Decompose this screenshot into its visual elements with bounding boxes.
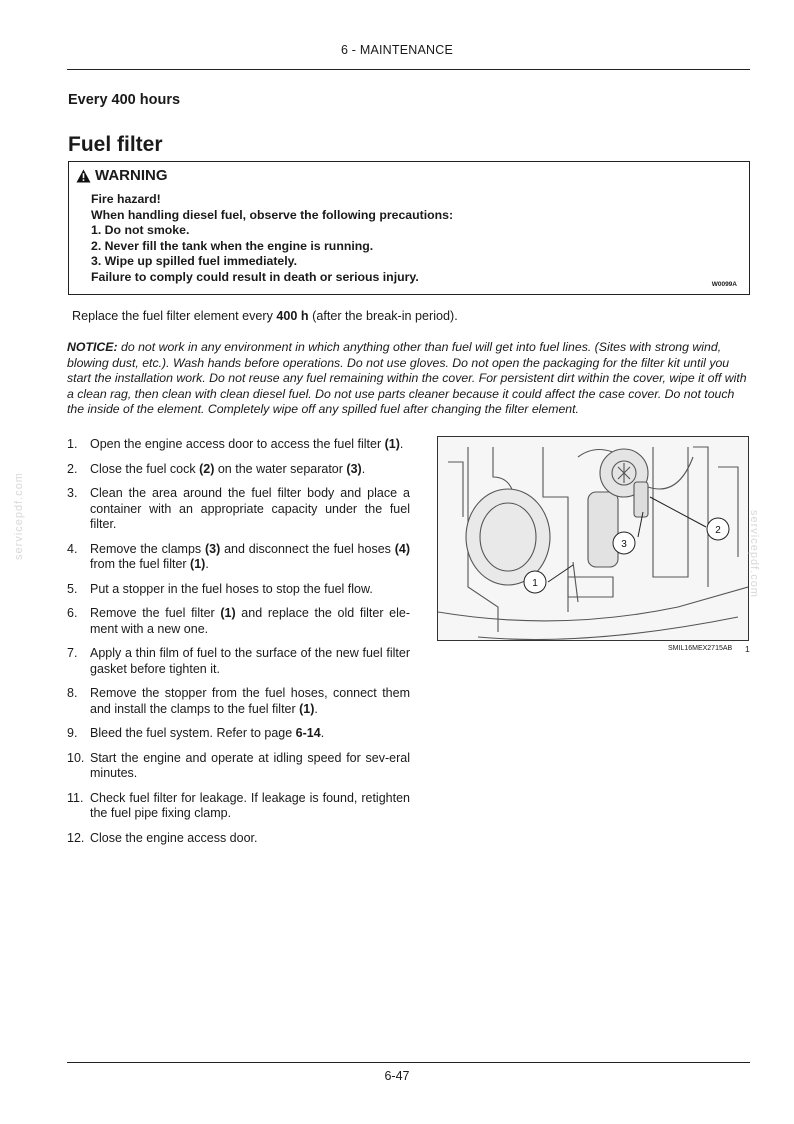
engine-illustration <box>438 437 748 640</box>
step-text <box>90 462 410 478</box>
page-title: Fuel filter <box>68 133 163 156</box>
step-number: 8. <box>67 686 78 700</box>
callout-label-2: 2 <box>715 525 721 536</box>
step-text <box>90 542 410 573</box>
step-number: 12. <box>67 830 85 845</box>
step-text-segment: Remove the fuel filter <box>90 606 221 620</box>
procedure-step <box>67 606 410 637</box>
step-text-segment: Bleed the fuel system. Refer to page <box>90 726 296 740</box>
step-number: 3. <box>67 486 78 500</box>
procedure-step <box>67 831 410 847</box>
callout-label-3: 3 <box>621 539 627 550</box>
step-reference: 6-14 <box>295 726 321 740</box>
step-text-segment: Clean the area around the fuel filter body and place a container with an appropriate capacity under the fuel filter. <box>90 486 410 531</box>
step-text-segment: from the fuel filter <box>90 557 191 571</box>
step-reference: (1) <box>299 701 315 716</box>
header-rule <box>67 69 750 70</box>
procedure-steps <box>67 437 410 855</box>
notice-text: do not work in any environment in which anything other than fuel will get into fuel lines. (Sites with strong wind, blowing dust, etc.). Wash hands before operations. Do not use gloves. Do not open the packaging for the filter kit until you start the installation work. Do not reuse any fuel remaining within the cover. For persistent dirt within the cover, wipe it off with a clean rag, then clean with clean diesel fuel. Do not use parts cleaner because it could affect the case cover. Do not touch the inside of the element. Completely wipe off any spilled fuel after changing the filter element. <box>67 340 747 416</box>
section-header: 6 - MAINTENANCE <box>340 43 454 57</box>
warning-text <box>91 192 453 286</box>
procedure-step <box>67 726 410 742</box>
page-number: 6-47 <box>384 1069 410 1083</box>
maintenance-interval: Every 400 hours <box>68 92 181 108</box>
step-text <box>90 582 410 598</box>
procedure-step <box>67 791 410 822</box>
step-reference: (1) <box>220 606 236 620</box>
step-text-segment: on the water separator <box>214 461 347 476</box>
step-text <box>90 751 410 782</box>
footer-rule <box>67 1062 750 1063</box>
callout-label-1: 1 <box>532 578 538 589</box>
step-text-segment: Start the engine and operate at idling speed for sev-eral minutes. <box>90 750 410 780</box>
intro-interval-value: 400 h <box>276 309 309 323</box>
step-text <box>90 831 410 847</box>
warning-header <box>76 167 168 184</box>
step-text-segment: . <box>399 437 404 451</box>
warning-code: W0099A <box>711 281 737 288</box>
step-number: 10. <box>67 750 85 765</box>
step-reference: (2) <box>199 461 215 476</box>
procedure-step <box>67 437 410 453</box>
step-number: 11. <box>67 790 84 805</box>
step-text <box>90 606 410 637</box>
step-number: 9. <box>67 726 78 740</box>
step-text-segment: and disconnect the fuel hoses <box>220 541 395 556</box>
step-text-segment: Put a stopper in the fuel hoses to stop the fuel flow. <box>90 581 373 596</box>
step-text <box>90 486 410 533</box>
step-text-segment: Remove the clamps <box>90 541 205 556</box>
warning-line: 3. Wipe up spilled fuel immediately. <box>91 254 298 269</box>
step-text <box>90 686 410 717</box>
step-reference: (3) <box>205 541 221 556</box>
step-text-segment: Check fuel filter for leakage. If leakage is found, retighten the fuel pipe fixing clamp. <box>90 790 410 820</box>
step-number: 5. <box>67 581 78 596</box>
procedure-step <box>67 542 410 573</box>
procedure-step <box>67 751 410 782</box>
step-reference: (1) <box>190 557 206 571</box>
warning-line: 2. Never fill the tank when the engine is running. <box>91 238 374 253</box>
step-text-segment: . <box>205 557 209 571</box>
step-number: 2. <box>67 461 78 476</box>
intro-text: Replace the fuel filter element every <box>72 309 277 323</box>
step-text <box>90 791 410 822</box>
step-text-segment: Close the fuel cock <box>90 461 200 476</box>
step-number: 4. <box>67 541 78 556</box>
step-reference: (3) <box>346 461 362 476</box>
step-text <box>90 726 410 742</box>
step-text-segment: Remove the stopper from the fuel hoses, connect them and install the clamps to the fuel filter <box>90 686 410 716</box>
warning-triangle-icon <box>76 169 91 183</box>
watermark-right: servicepdf.com <box>748 510 760 598</box>
step-reference: (1) <box>384 437 400 451</box>
figure-number: 1 <box>745 644 750 654</box>
procedure-step <box>67 646 410 677</box>
intro-paragraph <box>72 309 458 323</box>
watermark-left: servicepdf.com <box>13 472 25 560</box>
procedure-step <box>67 462 410 478</box>
step-number: 6. <box>67 606 78 620</box>
warning-line: When handling diesel fuel, observe the following precautions: <box>91 207 454 222</box>
warning-label: WARNING <box>95 167 168 184</box>
step-text-segment: and replace the old filter ele-ment with a new one. <box>90 606 410 636</box>
step-text <box>90 646 410 677</box>
fuel-filter-figure <box>437 436 749 641</box>
step-text-segment: Open the engine access door to access the fuel filter <box>90 437 385 451</box>
figure-code: SMIL16MEX2715AB <box>668 645 733 652</box>
step-text <box>90 437 410 453</box>
procedure-step <box>67 582 410 598</box>
procedure-step <box>67 486 410 533</box>
step-text-segment: . <box>361 461 366 476</box>
step-text-segment: Apply a thin film of fuel to the surface of the new fuel filter gasket before tighten it. <box>90 646 410 676</box>
step-number: 7. <box>67 646 78 660</box>
step-text-segment: . <box>314 701 318 716</box>
procedure-step <box>67 686 410 717</box>
warning-line: Failure to comply could result in death or serious injury. <box>91 269 419 284</box>
warning-line: Fire hazard! <box>91 192 161 206</box>
warning-line: 1. Do not smoke. <box>91 223 190 238</box>
notice-label: NOTICE: <box>67 340 118 354</box>
warning-box <box>68 161 750 295</box>
step-text-segment: Close the engine access door. <box>90 830 258 845</box>
step-number: 1. <box>67 437 78 451</box>
intro-text-end: (after the break-in period). <box>308 309 458 323</box>
step-reference: (4) <box>394 541 411 556</box>
step-text-segment: . <box>320 726 325 740</box>
notice-paragraph <box>67 340 751 418</box>
